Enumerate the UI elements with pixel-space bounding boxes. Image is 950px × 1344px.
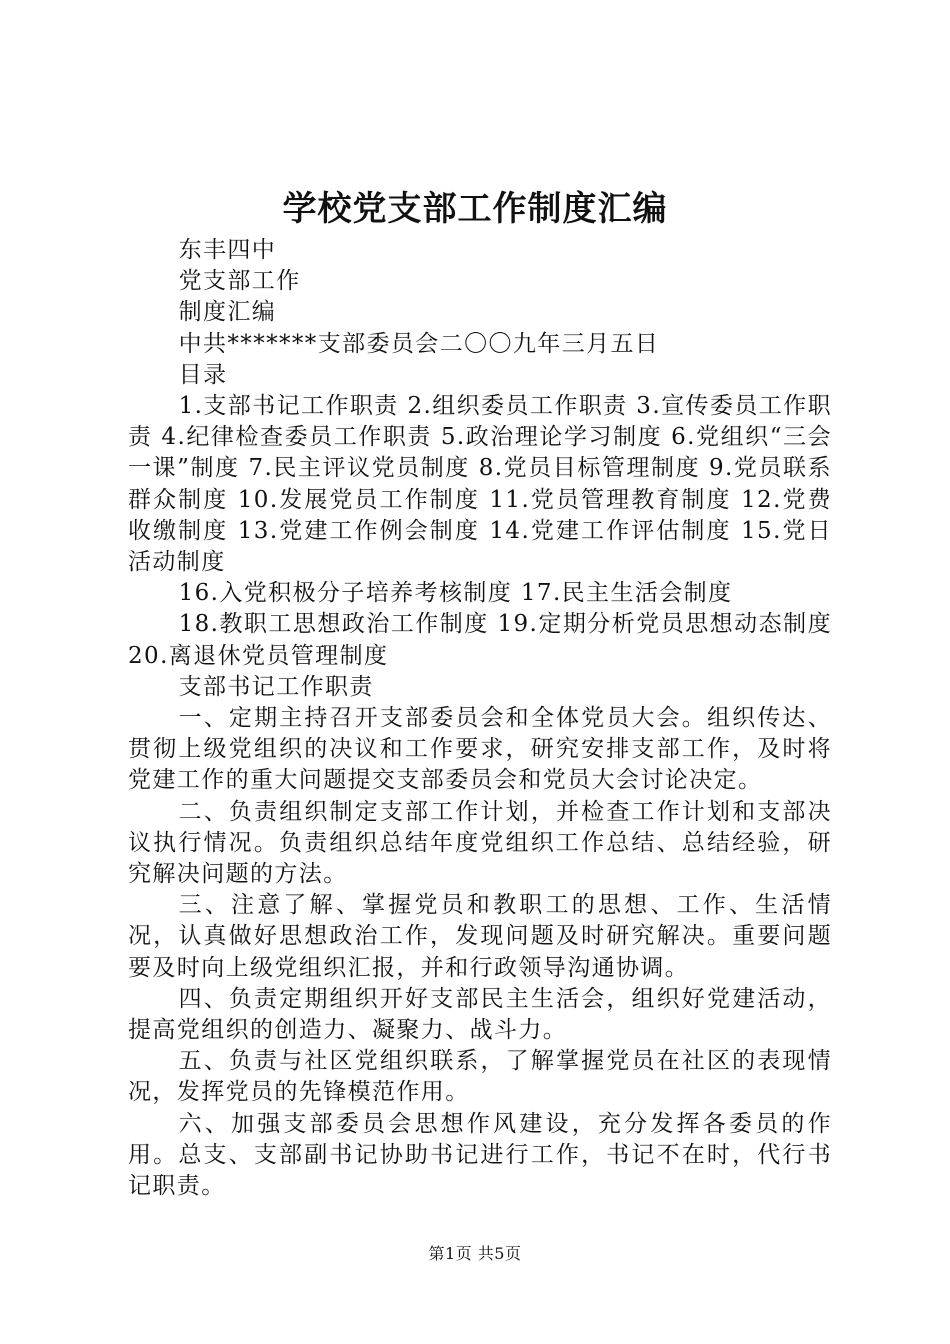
- paragraph-toc-items-3: 18.教职工思想政治工作制度 19.定期分析党员思想动态制度 20.离退休党员管理制度: [128, 611, 832, 669]
- duty-paragraph-6: 六、加强支部委员会思想作风建设，充分发挥各委员的作用。总支、支部副书记协助书记进行工作，书记不在时，代行书记职责。: [128, 1110, 832, 1200]
- paragraph-cover-line-1: 党支部工作: [178, 268, 301, 295]
- document-title: 学校党支部工作制度汇编: [282, 189, 668, 229]
- page-footer: 第1页 共5页: [428, 1244, 522, 1263]
- paragraph-issuer-date: 中共*******支部委员会二〇〇九年三月五日: [178, 330, 660, 357]
- document-body: [128, 235, 832, 1202]
- paragraph-toc-heading: 目录: [178, 361, 228, 388]
- duty-paragraph-2: 二、负责组织制定支部工作计划，并检查工作计划和支部决议执行情况。负责组织总结年度党组织工作总结、总结经验，研究解决问题的方法。: [128, 798, 832, 888]
- duty-paragraph-5: 五、负责与社区党组织联系，了解掌握党员在社区的表现情况，发挥党员的先锋模范作用。: [128, 1048, 832, 1106]
- duty-paragraph-3: 三、注意了解、掌握党员和教职工的思想、工作、生活情况，认真做好思想政治工作，发现问题及时研究解决。重要问题要及时向上级党组织汇报，并和行政领导沟通协调。: [128, 892, 832, 981]
- duty-paragraph-4: 四、负责定期组织开好支部民主生活会，组织好党建活动，提高党组织的创造力、凝聚力、战斗力。: [128, 985, 832, 1044]
- paragraph-school-name: 东丰四中: [178, 237, 277, 263]
- paragraph-cover-line-2: 制度汇编: [178, 299, 277, 326]
- section-heading: 支部书记工作职责: [178, 673, 374, 700]
- duty-paragraph-1: 一、定期主持召开支部委员会和全体党员大会。组织传达、贯彻上级党组织的决议和工作要求，研究安排支部工作，及时将党建工作的重大问题提交支部委员会和党员大会讨论决定。: [128, 705, 832, 794]
- paragraph-toc-items-2: 16.入党积极分子培养考核制度 17.民主生活会制度: [178, 580, 733, 607]
- paragraph-toc-items-1: 1.支部书记工作职责 2.组织委员工作职责 3.宣传委员工作职责 4.纪律检查委员工作职责 5.政治理论学习制度 6.党组织“三会一课”制度 7.民主评议党员制度 8.党员目标管理制度 9.党员联系群众制度 10.发展党员工作制度 11.党员管理教育制度 12.党费收缴制度 13.党建工作例会制度 14.党建工作评估制度 15.党日活动制度: [128, 393, 832, 576]
